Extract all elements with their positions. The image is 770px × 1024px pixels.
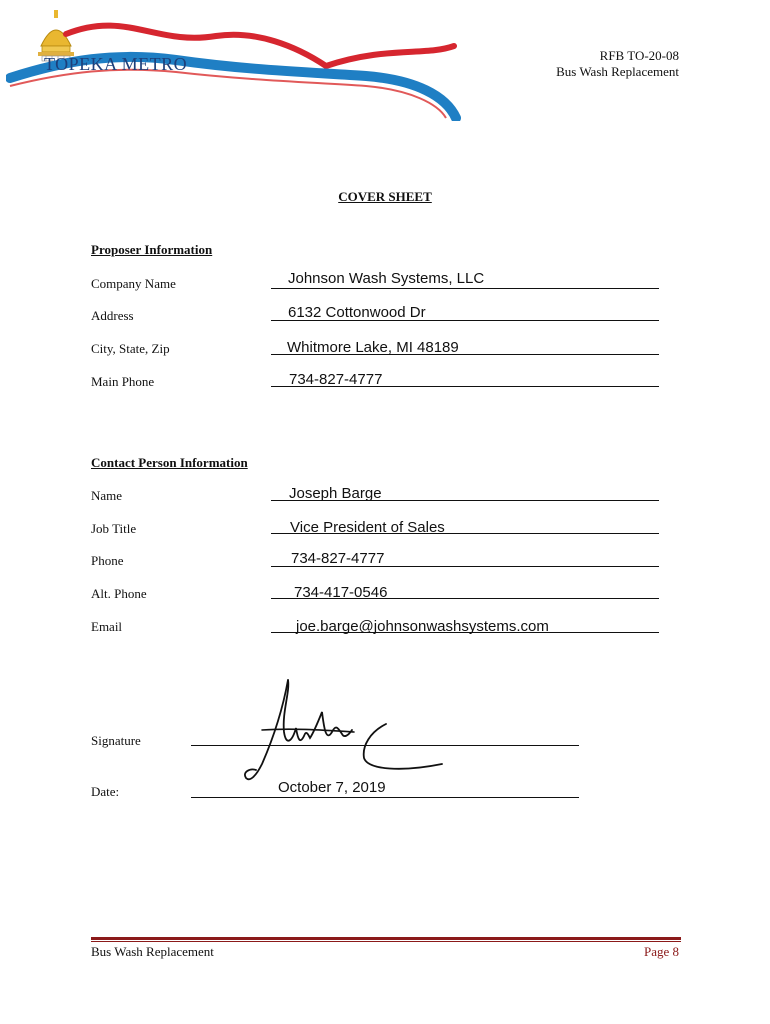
rfb-number: RFB TO-20-08 xyxy=(599,48,679,63)
main-phone-value: 734-827-4777 xyxy=(289,371,383,388)
city-state-zip-label: City, State, Zip xyxy=(91,341,170,356)
city-state-zip-value: Whitmore Lake, MI 48189 xyxy=(287,339,459,356)
name-label: Name xyxy=(91,488,123,503)
address-label: Address xyxy=(91,308,134,323)
name-value: Joseph Barge xyxy=(289,485,382,502)
company-name-field[interactable] xyxy=(271,288,659,289)
job-title-value: Vice President of Sales xyxy=(290,519,445,536)
alt-phone-label: Alt. Phone xyxy=(91,586,147,601)
date-value: October 7, 2019 xyxy=(278,779,386,796)
logo-text: TOPEKA METRO xyxy=(44,54,188,74)
phone-value: 734-827-4777 xyxy=(291,550,385,567)
header-subtitle: Bus Wash Replacement xyxy=(556,64,679,79)
footer-title: Bus Wash Replacement xyxy=(91,944,214,959)
email-label: Email xyxy=(91,619,123,634)
footer-rule xyxy=(91,937,681,940)
email-value: joe.barge@johnsonwashsystems.com xyxy=(296,618,549,635)
contact-heading: Contact Person Information xyxy=(91,455,248,470)
company-name-label: Company Name xyxy=(91,276,176,291)
company-name-value: Johnson Wash Systems, LLC xyxy=(288,270,485,287)
page-title: COVER SHEET xyxy=(338,189,432,204)
footer-rule-thin xyxy=(91,941,681,942)
address-value: 6132 Cottonwood Dr xyxy=(288,304,426,321)
job-title-label: Job Title xyxy=(91,521,137,536)
phone-label: Phone xyxy=(91,553,124,568)
page-number: Page 8 xyxy=(643,944,679,959)
proposer-heading: Proposer Information xyxy=(91,242,213,257)
main-phone-label: Main Phone xyxy=(91,374,155,389)
handwritten-signature xyxy=(232,672,452,792)
date-field[interactable] xyxy=(191,797,579,798)
topeka-metro-logo xyxy=(6,6,476,121)
date-label: Date: xyxy=(91,784,120,799)
signature-label: Signature xyxy=(91,733,141,748)
alt-phone-value: 734-417-0546 xyxy=(294,584,388,601)
